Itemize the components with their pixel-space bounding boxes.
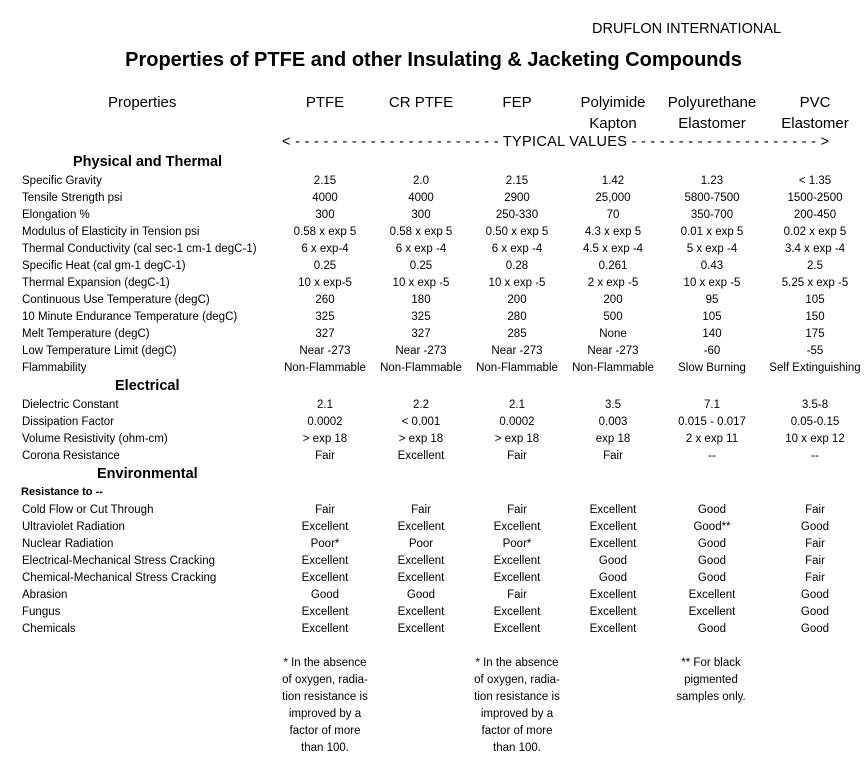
row-label: Chemical-Mechanical Stress Cracking <box>22 572 217 584</box>
table-cell: 2.5 <box>807 260 823 272</box>
table-cell: 5800-7500 <box>684 192 740 204</box>
table-cell: 0.015 - 0.017 <box>678 416 746 428</box>
table-cell: Fair <box>507 450 527 462</box>
table-cell: Excellent <box>493 572 541 584</box>
table-cell: 95 <box>705 294 719 306</box>
table-cell: 327 <box>315 328 335 340</box>
table-cell: Excellent <box>589 589 637 601</box>
table-cell: Excellent <box>397 555 445 567</box>
table-row <box>0 553 867 570</box>
table-cell: 2.1 <box>317 399 333 411</box>
table-cell: < 1.35 <box>798 175 832 187</box>
footnote-line: than 100. <box>301 742 349 754</box>
row-label: Volume Resistivity (ohm-cm) <box>22 433 168 445</box>
row-label: Thermal Expansion (degC-1) <box>22 277 170 289</box>
row-label: Flammability <box>22 362 87 374</box>
table-cell: Near -273 <box>491 345 543 357</box>
table-cell: 0.58 x exp 5 <box>293 226 357 238</box>
row-label: Electrical-Mechanical Stress Cracking <box>22 555 216 567</box>
table-cell: Good <box>310 589 340 601</box>
table-cell: Excellent <box>301 555 349 567</box>
table-cell: Non-Flammable <box>284 362 366 374</box>
table-row <box>0 502 867 519</box>
row-label: Fungus <box>22 606 61 618</box>
table-cell: Poor <box>408 538 434 550</box>
table-cell: 140 <box>702 328 722 340</box>
table-cell: Good <box>697 572 727 584</box>
table-cell: 10 x exp-5 <box>298 277 352 289</box>
table-cell: -- <box>811 450 819 462</box>
table-cell: 7.1 <box>704 399 720 411</box>
table-cell: 4.3 x exp 5 <box>584 226 642 238</box>
table-cell: Excellent <box>688 606 736 618</box>
table-cell: 500 <box>603 311 623 323</box>
table-cell: None <box>599 328 627 340</box>
table-cell: 200-450 <box>793 209 837 221</box>
table-cell: 2.15 <box>313 175 337 187</box>
table-row <box>0 621 867 638</box>
table-cell: > exp 18 <box>494 433 540 445</box>
footnote-line: tion resistance is <box>282 691 368 703</box>
table-row <box>0 241 867 258</box>
table-cell: 2.1 <box>509 399 525 411</box>
table-cell: Excellent <box>589 521 637 533</box>
table-cell: 3.5 <box>605 399 621 411</box>
row-label: Thermal Conductivity (cal sec-1 cm-1 degC-1) <box>22 243 257 255</box>
table-cell: 300 <box>411 209 431 221</box>
table-cell: Poor* <box>310 538 340 550</box>
table-cell: Good <box>800 606 830 618</box>
table-row <box>0 173 867 190</box>
table-cell: Excellent <box>589 606 637 618</box>
table-cell: 2.15 <box>505 175 529 187</box>
footnote-line: improved by a <box>288 708 362 720</box>
table-cell: 105 <box>702 311 722 323</box>
table-cell: -- <box>708 450 716 462</box>
row-label: Corona Resistance <box>22 450 120 462</box>
table-cell: Excellent <box>301 572 349 584</box>
table-cell: Near -273 <box>587 345 639 357</box>
table-row <box>0 207 867 224</box>
table-row <box>0 536 867 553</box>
table-cell: > exp 18 <box>302 433 348 445</box>
column-header-fep <box>469 92 565 113</box>
table-cell: 0.0002 <box>307 416 343 428</box>
table-cell: 10 x exp -5 <box>683 277 741 289</box>
table-cell: 150 <box>805 311 825 323</box>
page-title: Properties of PTFE and other Insulating & Jacketing Compounds <box>125 49 742 71</box>
row-label: Modulus of Elasticity in Tension psi <box>22 226 200 238</box>
table-cell: 6 x exp -4 <box>491 243 543 255</box>
table-cell: Fair <box>805 538 825 550</box>
table-cell: Non-Flammable <box>572 362 654 374</box>
row-label: Low Temperature Limit (degC) <box>22 345 177 357</box>
table-cell: Excellent <box>397 450 445 462</box>
table-cell: 70 <box>606 209 620 221</box>
table-row <box>0 587 867 604</box>
footnote-line: than 100. <box>493 742 541 754</box>
column-header-cr-ptfe <box>373 92 469 113</box>
row-label: Chemicals <box>22 623 76 635</box>
table-cell: 200 <box>603 294 623 306</box>
table-row <box>0 604 867 621</box>
table-cell: 280 <box>507 311 527 323</box>
table-cell: Excellent <box>493 521 541 533</box>
table-cell: Good <box>800 521 830 533</box>
table-cell: Non-Flammable <box>380 362 462 374</box>
table-cell: Near -273 <box>395 345 447 357</box>
table-cell: Good <box>697 555 727 567</box>
table-cell: Good <box>406 589 436 601</box>
table-cell: Excellent <box>397 623 445 635</box>
section-title-physical: Physical and Thermal <box>73 154 223 170</box>
table-cell: 2.0 <box>413 175 429 187</box>
section-title-environmental: Environmental <box>97 466 198 482</box>
row-label: Dissipation Factor <box>22 416 115 428</box>
row-label: Dielectric Constant <box>22 399 119 411</box>
table-cell: 200 <box>507 294 527 306</box>
table-cell: 5.25 x exp -5 <box>781 277 849 289</box>
table-cell: 325 <box>411 311 431 323</box>
table-cell: 4.5 x exp -4 <box>582 243 644 255</box>
table-cell: < 0.001 <box>401 416 441 428</box>
row-label: Cold Flow or Cut Through <box>22 504 154 516</box>
table-cell: 0.003 <box>598 416 628 428</box>
table-cell: Fair <box>507 589 527 601</box>
footnote-ptfe <box>277 655 373 757</box>
table-cell: Fair <box>411 504 431 516</box>
resistance-to-label: Resistance to -- <box>21 486 103 498</box>
table-cell: 0.0002 <box>499 416 535 428</box>
table-cell: 10 x exp -5 <box>392 277 450 289</box>
table-cell: Excellent <box>493 623 541 635</box>
table-cell: -55 <box>806 345 824 357</box>
column-header-ptfe <box>277 92 373 113</box>
table-row <box>0 292 867 309</box>
column-header-pvc-line2: Elastomer <box>781 115 849 132</box>
column-header-polyimide-line1: Polyimide <box>580 94 646 111</box>
table-cell: Excellent <box>397 606 445 618</box>
table-cell: 5 x exp -4 <box>686 243 738 255</box>
table-row <box>0 190 867 207</box>
table-cell: 0.05-0.15 <box>790 416 840 428</box>
row-label: Nuclear Radiation <box>22 538 114 550</box>
table-cell: 3.5-8 <box>801 399 829 411</box>
table-cell: 2.2 <box>413 399 429 411</box>
table-row <box>0 519 867 536</box>
footnote-line: samples only. <box>676 691 746 703</box>
table-cell: Excellent <box>589 504 637 516</box>
table-cell: 4000 <box>408 192 434 204</box>
table-cell: Excellent <box>688 589 736 601</box>
footnote-line: improved by a <box>480 708 554 720</box>
table-cell: 0.261 <box>598 260 628 272</box>
table-cell: Excellent <box>397 572 445 584</box>
table-cell: Excellent <box>589 623 637 635</box>
section-title-electrical: Electrical <box>115 378 180 394</box>
table-cell: 0.50 x exp 5 <box>485 226 549 238</box>
footnote-fep <box>469 655 565 757</box>
table-cell: Slow Burning <box>678 362 746 374</box>
table-cell: Non-Flammable <box>476 362 558 374</box>
table-cell: > exp 18 <box>398 433 444 445</box>
table-cell: Good <box>697 538 727 550</box>
footnote-line: * In the absence <box>475 657 559 669</box>
row-label: 10 Minute Endurance Temperature (degC) <box>22 311 238 323</box>
table-row <box>0 326 867 343</box>
column-header-pvc-line1: PVC <box>799 94 831 111</box>
column-header-pvc <box>767 92 863 134</box>
column-header-polyurethane-line2: Elastomer <box>678 115 746 132</box>
table-cell: 2900 <box>504 192 530 204</box>
table-cell: 25,000 <box>595 192 631 204</box>
company-name: DRUFLON INTERNATIONAL <box>592 21 782 37</box>
table-row <box>0 414 867 431</box>
table-cell: 300 <box>315 209 335 221</box>
table-cell: Excellent <box>493 555 541 567</box>
table-cell: 0.43 <box>700 260 724 272</box>
row-label: Specific Gravity <box>22 175 102 187</box>
table-cell: 6 x exp -4 <box>395 243 447 255</box>
table-cell: Fair <box>315 450 335 462</box>
table-row <box>0 309 867 326</box>
footnote-line: factor of more <box>289 725 361 737</box>
table-cell: Fair <box>603 450 623 462</box>
column-header-polyurethane-line1: Polyurethane <box>667 94 757 111</box>
table-cell: Fair <box>805 572 825 584</box>
footnote-line: of oxygen, radia- <box>282 674 368 686</box>
table-cell: 6 x exp-4 <box>301 243 349 255</box>
table-cell: 325 <box>315 311 335 323</box>
table-cell: Excellent <box>493 606 541 618</box>
table-row <box>0 570 867 587</box>
table-row <box>0 275 867 292</box>
table-cell: 4000 <box>312 192 338 204</box>
table-cell: 1.42 <box>601 175 625 187</box>
table-cell: 3.4 x exp -4 <box>784 243 846 255</box>
table-row <box>0 343 867 360</box>
table-cell: 250-330 <box>495 209 539 221</box>
table-row <box>0 431 867 448</box>
table-cell: Good <box>598 555 628 567</box>
table-cell: 2 x exp 11 <box>685 433 739 445</box>
table-cell: 0.25 <box>409 260 433 272</box>
table-cell: 0.02 x exp 5 <box>783 226 847 238</box>
table-cell: Good <box>800 623 830 635</box>
table-cell: 105 <box>805 294 825 306</box>
footnote-line: pigmented <box>684 674 738 686</box>
table-row <box>0 397 867 414</box>
table-cell: Self Extinguishing <box>769 362 861 374</box>
table-cell: 350-700 <box>690 209 734 221</box>
table-row <box>0 258 867 275</box>
footnote-line: tion resistance is <box>474 691 560 703</box>
table-cell: Good** <box>693 521 731 533</box>
column-header-fep-line1: FEP <box>502 94 532 111</box>
table-cell: 180 <box>411 294 431 306</box>
table-cell: 260 <box>315 294 335 306</box>
table-cell: 285 <box>507 328 527 340</box>
footnote-line: ** For black <box>681 657 741 669</box>
column-header-polyimide-line2: Kapton <box>589 115 637 132</box>
table-cell: 175 <box>805 328 825 340</box>
column-header-polyimide <box>565 92 661 134</box>
table-cell: Excellent <box>301 606 349 618</box>
footnote-line: of oxygen, radia- <box>474 674 560 686</box>
table-cell: 0.28 <box>505 260 529 272</box>
row-label: Continuous Use Temperature (degC) <box>22 294 210 306</box>
table-cell: Good <box>697 504 727 516</box>
row-label: Elongation % <box>22 209 90 221</box>
table-cell: Excellent <box>301 623 349 635</box>
table-cell: Fair <box>507 504 527 516</box>
footnote-line: factor of more <box>481 725 553 737</box>
table-row <box>0 224 867 241</box>
table-cell: exp 18 <box>595 433 631 445</box>
footnote-line: * In the absence <box>283 657 367 669</box>
table-cell: 10 x exp 12 <box>785 433 845 445</box>
typical-values-banner: < - - - - - - - - - - - - - - - - - - - - - - TYPICAL VALUES - - - - - - - - - - - - - - - - - - - - > <box>282 134 830 150</box>
row-label: Melt Temperature (degC) <box>22 328 150 340</box>
table-cell: 0.01 x exp 5 <box>680 226 744 238</box>
table-cell: Good <box>800 589 830 601</box>
table-cell: -60 <box>703 345 721 357</box>
table-cell: 10 x exp -5 <box>488 277 546 289</box>
table-cell: Fair <box>315 504 335 516</box>
table-cell: Good <box>598 572 628 584</box>
footnote-polyurethane <box>663 655 759 706</box>
column-header-ptfe-line1: PTFE <box>305 94 345 111</box>
table-cell: 1500-2500 <box>787 192 843 204</box>
table-cell: Good <box>697 623 727 635</box>
table-cell: 0.58 x exp 5 <box>389 226 453 238</box>
table-cell: Excellent <box>589 538 637 550</box>
row-label: Ultraviolet Radiation <box>22 521 125 533</box>
table-cell: 327 <box>411 328 431 340</box>
row-label: Abrasion <box>22 589 68 601</box>
row-label: Tensile Strength psi <box>22 192 123 204</box>
table-cell: Excellent <box>397 521 445 533</box>
table-cell: Near -273 <box>299 345 351 357</box>
table-cell: Poor* <box>502 538 532 550</box>
column-header-cr-ptfe-line1: CR PTFE <box>388 94 454 111</box>
row-label: Specific Heat (cal gm-1 degC-1) <box>22 260 186 272</box>
table-row <box>0 448 867 465</box>
table-cell: 1.23 <box>700 175 724 187</box>
table-cell: 0.25 <box>313 260 337 272</box>
column-header-properties: Properties <box>108 94 177 111</box>
table-row <box>0 360 867 377</box>
table-cell: Excellent <box>301 521 349 533</box>
table-cell: Fair <box>805 504 825 516</box>
table-cell: 2 x exp -5 <box>587 277 639 289</box>
column-header-polyurethane <box>661 92 763 134</box>
table-cell: Fair <box>805 555 825 567</box>
